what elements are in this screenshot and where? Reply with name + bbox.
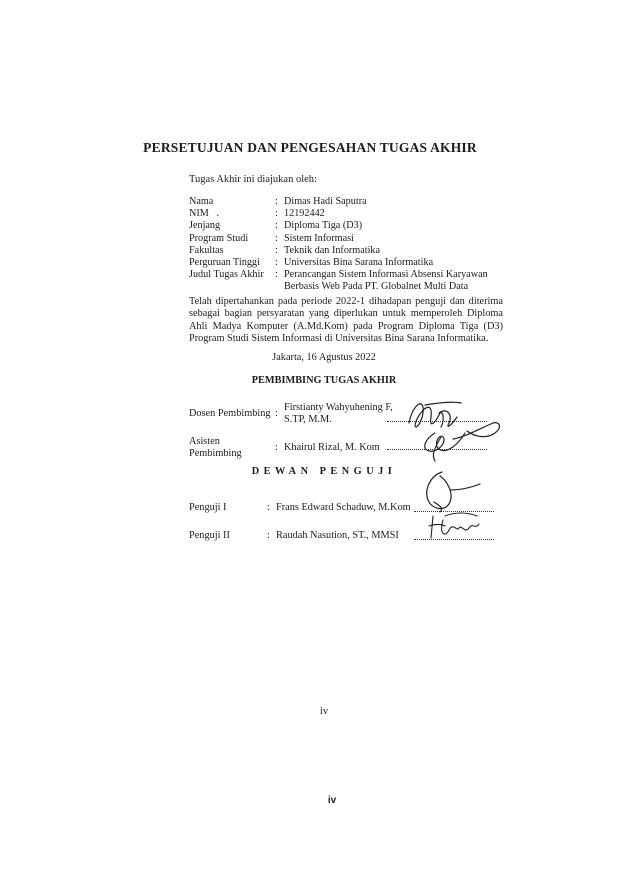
intro-text: Tugas Akhir ini diajukan oleh: [189, 174, 317, 185]
penguji-1-signature [420, 470, 490, 514]
approval-date: Jakarta, 16 Agustus 2022 [272, 352, 376, 363]
info-label: Jenjang [189, 220, 221, 232]
page-number-scan: iv [319, 706, 329, 717]
penguji-2-row [189, 530, 399, 541]
info-value: Dimas Hadi Saputra [284, 196, 367, 207]
info-label: Nama [189, 196, 214, 207]
penguji-2-signature [425, 510, 485, 544]
info-separator: : [275, 208, 278, 220]
info-value: Teknik dan Informatika [284, 244, 381, 256]
info-separator: : [275, 196, 278, 207]
info-value: Universitas Bina Sarana Informatika [284, 257, 434, 269]
info-label: Fakultas [189, 244, 224, 256]
dosen-pembimbing-name: Firstianty Wahyuhening F, S.TP, M.M. [284, 402, 393, 426]
info-value: 12192442 [284, 208, 325, 220]
penguji-2-name: Raudah Nasution, ST., MMSI [276, 530, 399, 541]
info-value: Diploma Tiga (D3) [284, 220, 363, 232]
info-separator: : [275, 269, 278, 281]
asisten-pembimbing-row [189, 436, 404, 460]
page-number-footer: iv [327, 795, 337, 806]
approval-paragraph: Telah dipertahankan pada periode 2022-1 dihadapan penguji dan diterima sebagai bagian persyaratan yang diperlukan untuk memperoleh Diploma Ahli Madya Komputer (A.Md.Kom) pada Program Diploma Tiga (D3) Program Studi Sistem Informasi di Universitas Bina Sarana Informatika. [189, 296, 503, 345]
info-label: Program Studi [189, 232, 249, 244]
dewan-penguji-title: DEWAN PENGUJI [251, 466, 397, 477]
info-row-program-studi [189, 233, 514, 245]
page-title: PERSETUJUAN DAN PENGESAHAN TUGAS AKHIR [143, 140, 477, 155]
pembimbing-title: PEMBIMBING TUGAS AKHIR [251, 375, 397, 386]
info-row-nama [189, 196, 514, 208]
info-row-nim [189, 208, 514, 220]
info-label: Judul Tugas Akhir [189, 269, 264, 281]
penguji-2-label: Penguji II [189, 530, 230, 541]
info-row-judul [189, 269, 514, 293]
info-row-fakultas [189, 245, 514, 257]
info-value: Sistem Informasi [284, 232, 354, 244]
asisten-pembimbing-name: Khairul Rizal, M. Kom [284, 442, 380, 454]
separator: : [267, 502, 270, 513]
info-row-perguruan-tinggi [189, 257, 514, 269]
penguji-1-label: Penguji I [189, 502, 227, 513]
info-label: Perguruan Tinggi [189, 257, 260, 269]
info-separator: : [275, 232, 278, 244]
penguji-1-name: Frans Edward Schaduw, M.Kom [276, 502, 411, 513]
info-separator: : [275, 244, 278, 256]
dosen-pembimbing-label: Dosen Pembimbing [189, 408, 271, 420]
student-info [189, 196, 514, 294]
info-value: Perancangan Sistem Informasi Absensi Karyawan Berbasis Web Pada PT. Globalnet Multi Data [284, 269, 488, 293]
penguji-1-row [189, 502, 411, 513]
dosen-pembimbing-signature [395, 393, 510, 465]
info-label: NIM . [189, 208, 219, 220]
info-row-jenjang [189, 220, 514, 232]
separator: : [275, 442, 278, 454]
separator: : [267, 530, 270, 541]
dosen-pembimbing-row [189, 402, 404, 426]
info-separator: : [275, 220, 278, 232]
asisten-pembimbing-label: Asisten Pembimbing [189, 436, 242, 460]
separator: : [275, 408, 278, 420]
info-separator: : [275, 257, 278, 269]
